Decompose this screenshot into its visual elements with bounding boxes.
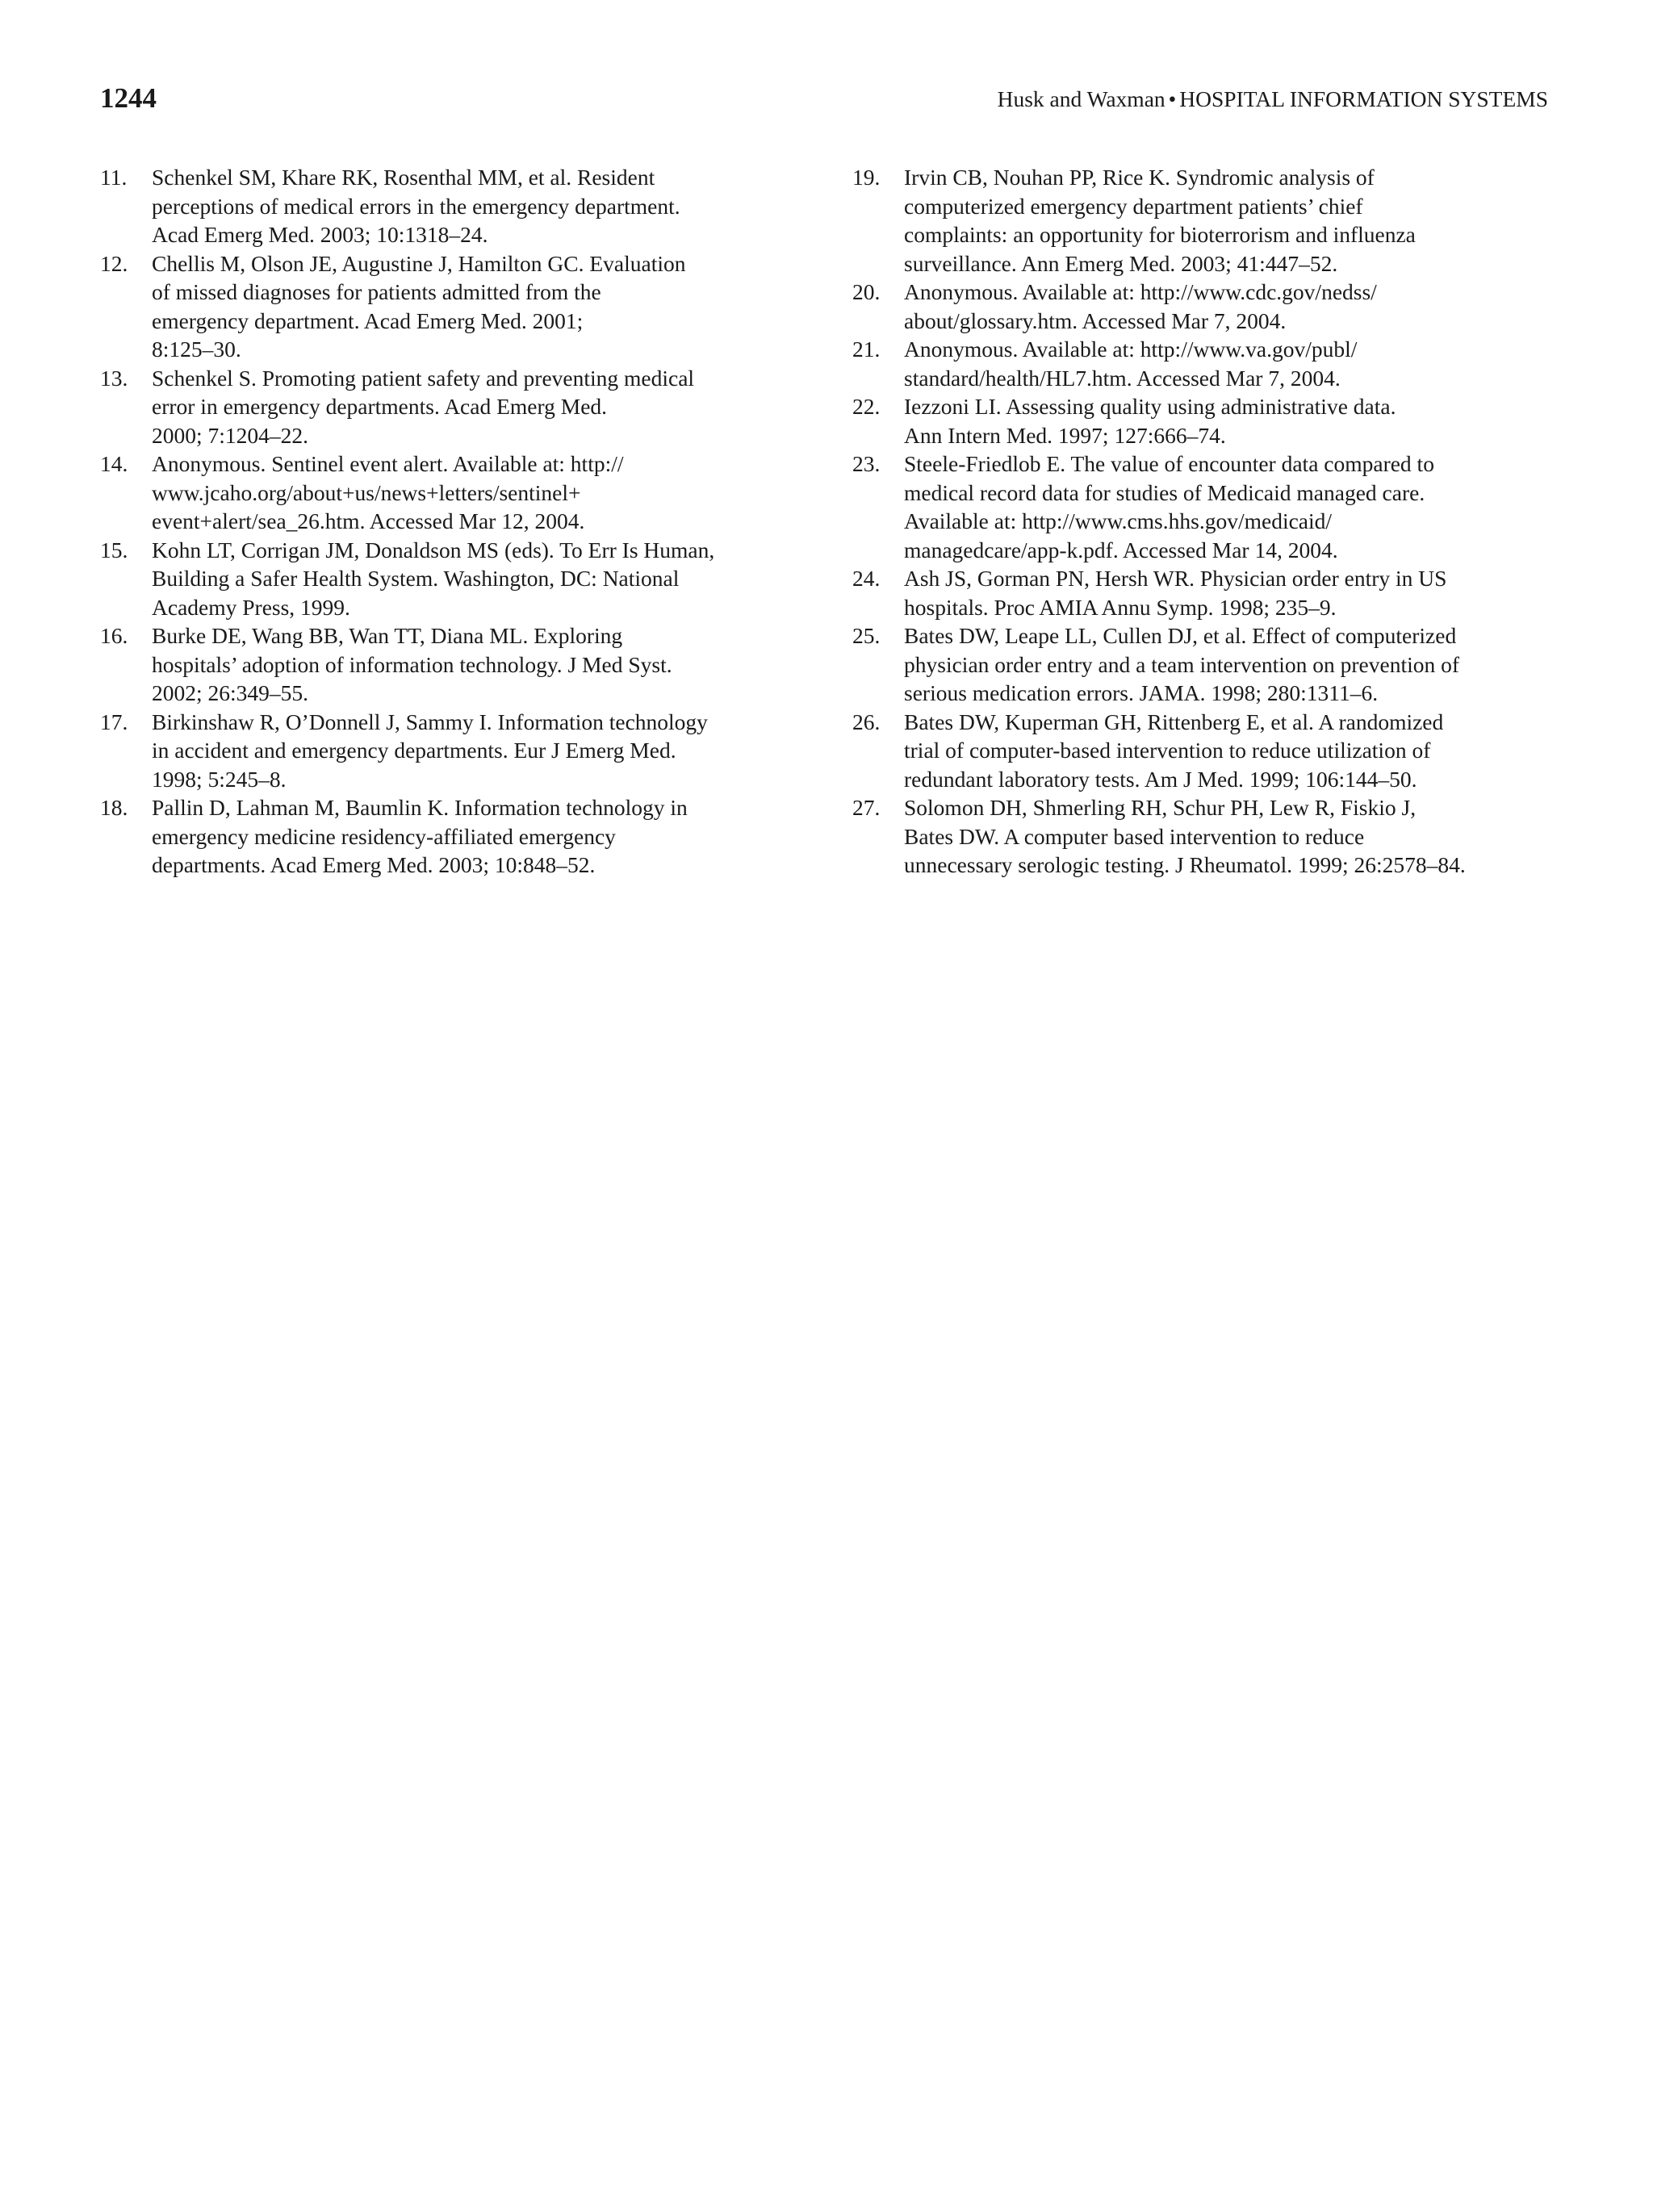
reference-text: [904, 335, 1555, 392]
reference-line: Iezzoni LI. Assessing quality using administrative data.: [904, 394, 1396, 419]
reference-line: emergency medicine residency-affiliated emergency: [152, 823, 616, 849]
reference-number: 19.: [852, 165, 881, 190]
reference-number: 18.: [100, 795, 128, 820]
reference-text: [152, 450, 788, 536]
reference-line: error in emergency departments. Acad Emerg Med.: [152, 394, 608, 419]
reference-line: 2000; 7:1204–22.: [152, 422, 309, 448]
reference-line: complaints: an opportunity for bioterrorism and influenza: [904, 222, 1416, 247]
references-right-column: [852, 163, 1555, 880]
reference-text: [152, 249, 788, 364]
reference-line: Ann Intern Med. 1997; 127:666–74.: [904, 422, 1226, 448]
reference-item: [852, 564, 1555, 621]
reference-line: trial of computer-based intervention to reduce utilization of: [904, 738, 1431, 763]
reference-line: event+alert/sea_26.htm. Accessed Mar 12, 2004.: [152, 508, 585, 533]
reference-line: Solomon DH, Shmerling RH, Schur PH, Lew R, Fiskio J,: [904, 795, 1417, 820]
reference-item: [852, 708, 1555, 794]
reference-number: 22.: [852, 394, 881, 419]
running-head-section-title: HOSPITAL INFORMATION SYSTEMS: [1179, 86, 1548, 111]
reference-line: Acad Emerg Med. 2003; 10:1318–24.: [152, 222, 488, 247]
reference-line: Steele-Friedlob E. The value of encounter data compared to: [904, 451, 1434, 476]
reference-line: Schenkel S. Promoting patient safety and preventing medical: [152, 365, 695, 391]
reference-item: [100, 364, 788, 450]
reference-text: [152, 708, 788, 794]
reference-line: Building a Safer Health System. Washington, DC: National: [152, 566, 680, 591]
reference-line: Ash JS, Gorman PN, Hersh WR. Physician order entry in US: [904, 566, 1447, 591]
reference-number: 17.: [100, 709, 128, 734]
reference-number: 11.: [100, 165, 128, 190]
reference-line: unnecessary serologic testing. J Rheumatol. 1999; 26:2578–84.: [904, 852, 1466, 877]
reference-item: [100, 450, 788, 536]
reference-number: 13.: [100, 365, 128, 391]
reference-item: [100, 793, 788, 880]
reference-line: perceptions of medical errors in the emergency department.: [152, 193, 680, 219]
reference-line: Burke DE, Wang BB, Wan TT, Diana ML. Exploring: [152, 623, 623, 648]
reference-item: [852, 450, 1555, 564]
reference-number: 20.: [852, 279, 881, 304]
reference-line: Schenkel SM, Khare RK, Rosenthal MM, et al. Resident: [152, 165, 655, 190]
reference-line: 2002; 26:349–55.: [152, 680, 309, 705]
reference-line: Chellis M, Olson JE, Augustine J, Hamilton GC. Evaluation: [152, 250, 686, 276]
reference-text: [904, 708, 1555, 794]
reference-line: managedcare/app-k.pdf. Accessed Mar 14, 2004.: [904, 537, 1338, 562]
reference-line: serious medication errors. JAMA. 1998; 280:1311–6.: [904, 680, 1379, 705]
running-head-authors: Husk and Waxman: [997, 86, 1165, 111]
reference-text: [904, 564, 1555, 621]
reference-line: Available at: http://www.cms.hhs.gov/medicaid/: [904, 508, 1333, 533]
reference-item: [100, 249, 788, 364]
reference-number: 26.: [852, 709, 881, 734]
reference-line: Anonymous. Sentinel event alert. Available at: http://: [152, 451, 624, 476]
reference-line: Bates DW, Leape LL, Cullen DJ, et al. Effect of computerized: [904, 623, 1457, 648]
reference-line: computerized emergency department patients’ chief: [904, 193, 1363, 219]
reference-number: 23.: [852, 451, 881, 476]
reference-number: 21.: [852, 337, 881, 362]
reference-line: Birkinshaw R, O’Donnell J, Sammy I. Information technology: [152, 709, 708, 734]
reference-line: surveillance. Ann Emerg Med. 2003; 41:447–52.: [904, 250, 1338, 276]
reference-number: 27.: [852, 795, 881, 820]
reference-line: 8:125–30.: [152, 337, 241, 362]
reference-line: about/glossary.htm. Accessed Mar 7, 2004.: [904, 307, 1287, 333]
reference-text: [152, 163, 788, 249]
reference-line: Anonymous. Available at: http://www.cdc.gov/nedss/: [904, 279, 1377, 304]
reference-text: [904, 621, 1555, 708]
reference-item: [100, 708, 788, 794]
reference-line: Academy Press, 1999.: [152, 594, 350, 620]
reference-number: 24.: [852, 566, 881, 591]
references-left-column: [100, 163, 788, 880]
reference-line: physician order entry and a team intervention on prevention of: [904, 651, 1460, 677]
reference-line: Kohn LT, Corrigan JM, Donaldson MS (eds). To Err Is Human,: [152, 537, 715, 562]
reference-item: [852, 392, 1555, 450]
reference-number: 25.: [852, 623, 881, 648]
reference-item: [852, 335, 1555, 392]
reference-item: [852, 278, 1555, 335]
reference-line: Anonymous. Available at: http://www.va.gov/publ/: [904, 337, 1358, 362]
page-number: 1244: [100, 82, 157, 114]
reference-text: [152, 536, 788, 622]
reference-line: hospitals. Proc AMIA Annu Symp. 1998; 235–9.: [904, 594, 1337, 620]
reference-line: medical record data for studies of Medicaid managed care.: [904, 479, 1425, 505]
reference-item: [100, 163, 788, 249]
reference-line: 1998; 5:245–8.: [152, 766, 287, 792]
reference-text: [904, 278, 1555, 335]
reference-line: redundant laboratory tests. Am J Med. 1999; 106:144–50.: [904, 766, 1417, 792]
reference-line: Irvin CB, Nouhan PP, Rice K. Syndromic analysis of: [904, 165, 1375, 190]
reference-line: Bates DW. A computer based intervention to reduce: [904, 823, 1365, 849]
reference-text: [152, 621, 788, 708]
running-head: [998, 83, 1548, 115]
reference-number: 14.: [100, 451, 128, 476]
reference-line: departments. Acad Emerg Med. 2003; 10:848–52.: [152, 852, 596, 877]
reference-text: [904, 793, 1555, 880]
reference-text: [904, 392, 1555, 450]
reference-line: hospitals’ adoption of information technology. J Med Syst.: [152, 651, 672, 677]
reference-number: 15.: [100, 537, 128, 562]
reference-line: in accident and emergency departments. Eur J Emerg Med.: [152, 738, 676, 763]
reference-number: 16.: [100, 623, 128, 648]
reference-line: Bates DW, Kuperman GH, Rittenberg E, et al. A randomized: [904, 709, 1444, 734]
reference-text: [904, 163, 1555, 278]
reference-line: Pallin D, Lahman M, Baumlin K. Information technology in: [152, 795, 688, 820]
reference-line: of missed diagnoses for patients admitted from the: [152, 279, 601, 304]
reference-item: [852, 163, 1555, 278]
reference-text: [152, 793, 788, 880]
reference-item: [100, 536, 788, 622]
reference-line: standard/health/HL7.htm. Accessed Mar 7, 2004.: [904, 365, 1341, 391]
running-head-bullet: •: [1168, 86, 1177, 111]
reference-number: 12.: [100, 250, 128, 276]
reference-line: www.jcaho.org/about+us/news+letters/sentinel+: [152, 479, 581, 505]
reference-item: [852, 793, 1555, 880]
reference-text: [152, 364, 788, 450]
reference-item: [852, 621, 1555, 708]
reference-item: [100, 621, 788, 708]
reference-line: emergency department. Acad Emerg Med. 2001;: [152, 307, 584, 333]
reference-text: [904, 450, 1555, 564]
